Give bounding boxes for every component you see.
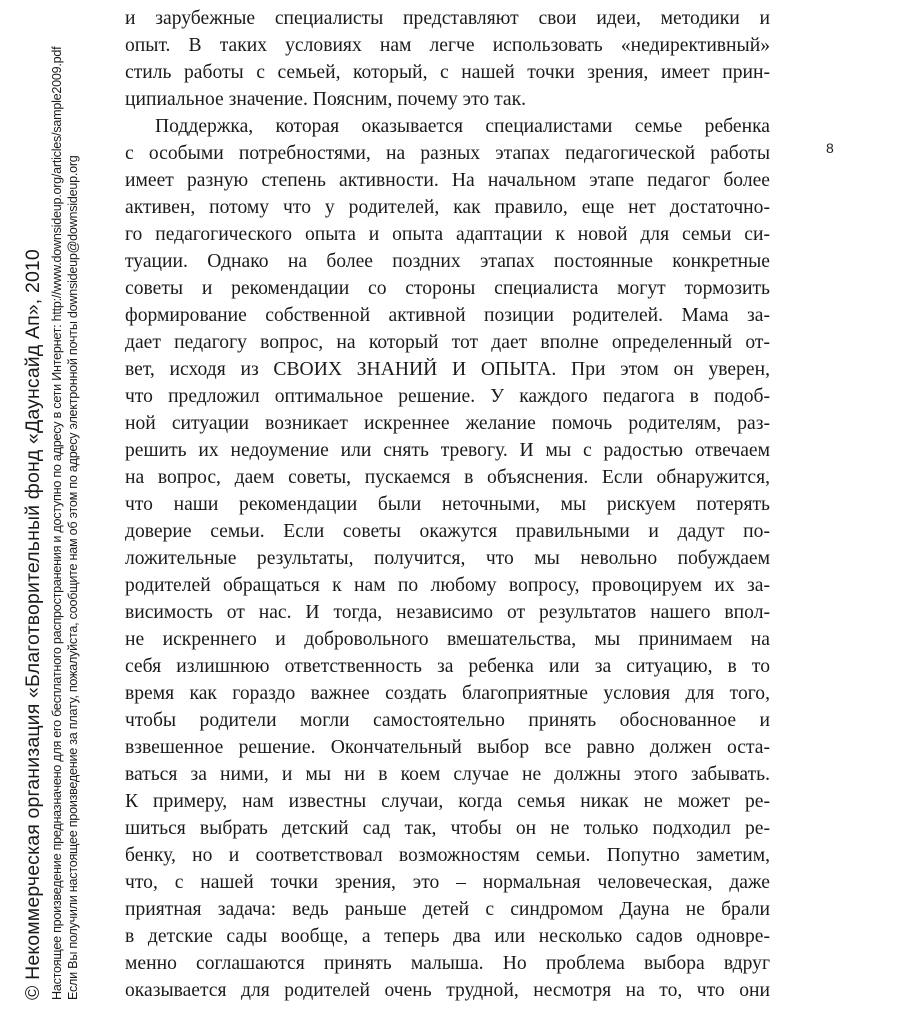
text-line: на вопрос, даем советы, пускаемся в объяснения. Если обнаружится, <box>125 467 770 488</box>
text-line: активен, потому что у родителей, как правило, еще нет достаточно- <box>125 197 770 218</box>
text-line: стиль работы с семьей, который, с нашей точки зрения, имеет прин- <box>125 62 770 83</box>
text-line: шиться выбрать детский сад так, чтобы он не только подходил ре- <box>125 818 770 839</box>
text-line: висимость от нас. И тогда, независимо от результатов нашего впол- <box>125 602 770 623</box>
text-line: дает педагогу вопрос, на который тот дает вполне определенный от- <box>125 332 770 353</box>
text-line: взвешенное решение. Окончательный выбор все равно должен оста- <box>125 737 770 758</box>
text-line: К примеру, нам известны случаи, когда семья никак не может ре- <box>125 791 770 812</box>
text-line: оказывается для родителей очень трудной, несмотря на то, что они <box>125 980 770 1001</box>
text-line: время как гораздо важнее создать благоприятные условия для того, <box>125 683 770 704</box>
contact-note: Если Вы получили настоящее произведение за плату, пожалуйста, сообщите нам об этом по адресу электронной почты downsideup@downsideup.org <box>66 155 80 1000</box>
text-line: с особыми потребностями, на разных этапах педагогической работы <box>125 143 770 164</box>
text-line: что, с нашей точки зрения, это – нормальная человеческая, даже <box>125 872 770 893</box>
text-line: себя излишнюю ответственность за ребенка или за ситуацию, в то <box>125 656 770 677</box>
copyright-sidebar <box>0 0 110 1010</box>
text-line: родителей обращаться к нам по любому вопросу, провоцируем их за- <box>125 575 770 596</box>
text-line: имеет разную степень активности. На начальном этапе педагог более <box>125 170 770 191</box>
copyright-line: © Некоммерческая организация «Благотворительный фонд «Даунсайд Ап», 2010 <box>22 249 44 1000</box>
text-line: туации. Однако на более поздних этапах постоянные конкретные <box>125 251 770 272</box>
text-line: не искреннего и добровольного вмешательства, мы принимаем на <box>125 629 770 650</box>
text-line: чтобы родители могли самостоятельно принять обоснованное и <box>125 710 770 731</box>
text-line: что предложил оптимальное решение. У каждого педагога в подоб- <box>125 386 770 407</box>
text-line: формирование собственной активной позиции родителей. Мама за- <box>125 305 770 326</box>
text-line: опыт. В таких условиях нам легче использовать «недирективный» <box>125 35 770 56</box>
text-line: советы и рекомендации со стороны специалиста могут тормозить <box>125 278 770 299</box>
text-line: го педагогического опыта и опыта адаптации к новой для семьи си- <box>125 224 770 245</box>
text-line: ной ситуации возникает искреннее желание помочь родителям, раз- <box>125 413 770 434</box>
text-line: и зарубежные специалисты представляют свои идеи, методики и <box>125 8 770 29</box>
text-line: ципиальное значение. Поясним, почему это так. <box>125 89 526 110</box>
text-line: в детские сады вообще, а теперь два или несколько садов одновре- <box>125 926 770 947</box>
text-line: доверие семьи. Если советы окажутся правильными и дадут по- <box>125 521 770 542</box>
text-line: менно соглашаются принять малыша. Но проблема выбора вдруг <box>125 953 770 974</box>
distribution-note: Настоящее произведение предназначено для его бесплатного распространения и доступно по адресу в сети Интернет: http://www.downsideup.org/articles/sample2009.pdf <box>50 46 64 1000</box>
text-line: что наши рекомендации были неточными, мы рискуем потерять <box>125 494 770 515</box>
text-line: вет, исходя из СВОИХ ЗНАНИЙ И ОПЫТА. При этом он уверен, <box>125 359 770 380</box>
page-number: 8 <box>826 140 834 156</box>
text-line: решить их недоумение или снять тревогу. И мы с радостью отвечаем <box>125 440 770 461</box>
text-line: бенку, но и соответствовал возможностям семьи. Попутно заметим, <box>125 845 770 866</box>
text-line: ложительные результаты, получится, что мы невольно побуждаем <box>125 548 770 569</box>
paragraph-start-line: Поддержка, которая оказывается специалистами семье ребенка <box>155 116 770 137</box>
text-line: ваться за ними, и мы ни в коем случае не должны этого забывать. <box>125 764 770 785</box>
body-text <box>125 5 770 1004</box>
text-line: приятная задача: ведь раньше детей с синдромом Дауна не брали <box>125 899 770 920</box>
